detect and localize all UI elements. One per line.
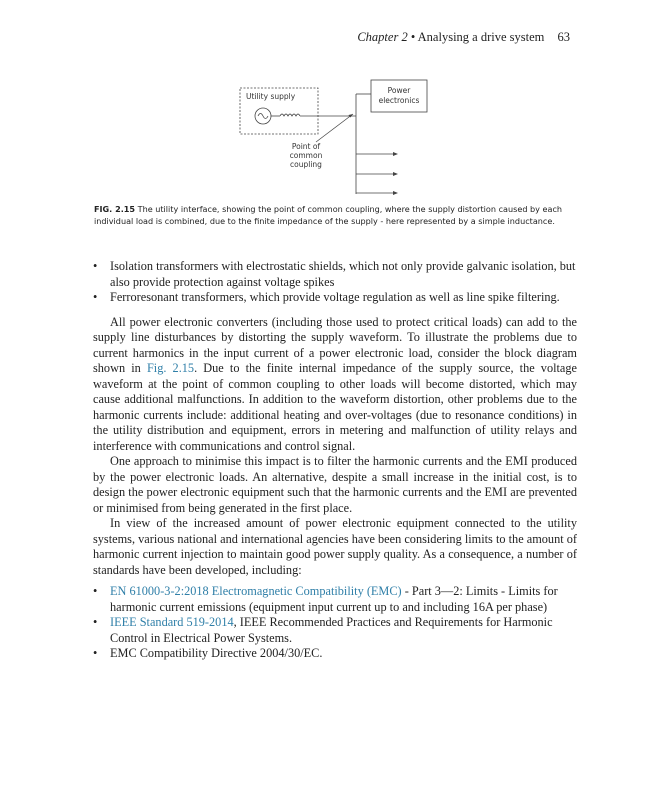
power-electronics-label-line1: Power	[387, 86, 411, 95]
pcc-label-line2: common	[289, 151, 323, 160]
load-arrow-2	[393, 172, 398, 176]
chapter-label: Chapter 2	[357, 30, 408, 44]
standard-text: - Part 3—2: Limits - Limits for harmonic current emissions (equipment input current up to and including 16A per phase)	[110, 584, 558, 614]
list-item	[93, 584, 577, 615]
load-arrow-3	[393, 191, 398, 195]
sine-wave-icon	[258, 114, 268, 119]
paragraph-1-part2: . Due to the finite internal impedance of the supply source, the voltage waveform at the point of common coupling to other loads will become distorted, which may cause additional malfunctions. In addition to the waveform distortion, other problems due to the harmonic currents include: additional heating and over-voltages (due to resonance conditions) in the utility distribution and equipment, errors in metering and malfunction of utility relays and interference with communications and control signal.	[93, 361, 577, 453]
list-item	[93, 615, 577, 646]
list-item: • Isolation transformers with electrostatic shields, which not only provide galvanic isolation, but also provide protection against voltage spikes	[93, 259, 577, 290]
page-number: 63	[557, 30, 570, 44]
power-electronics-label-line2: electronics	[378, 96, 420, 105]
standard-text: , IEEE Recommended Practices and Requirements for Harmonic Control in Electrical Power Systems.	[110, 615, 553, 645]
inductor-symbol	[280, 114, 300, 116]
paragraph-3: In view of the increased amount of power electronic equipment connected to the utility systems, various national and international agencies have been considering limits to the amount of harmonic current injection to maintain good power supply quality. As a consequence, a number of standards have been developed, including:	[93, 516, 577, 577]
paragraph-1-part1: All power electronic converters (including those used to protect critical loads) can add to the supply line disturbances by distorting the supply waveform. To illustrate the problems due to current harmonics in the input current of a power electronic load, consider the block diagram shown in	[93, 314, 577, 375]
standard-link-en61000[interactable]: EN 61000-3-2:2018 Electromagnetic Compatibility (EMC)	[110, 584, 402, 598]
header-separator: •	[410, 30, 416, 44]
bullet-list-standards	[93, 584, 577, 662]
paragraph-1	[93, 315, 577, 455]
bullet-list-protection	[93, 259, 577, 306]
chapter-title: Analysing a drive system	[417, 30, 545, 44]
figure-caption-text: The utility interface, showing the point of common coupling, where the supply distortion caused by each individual load is combined, due to the finite impedance of the supply - here represented by a simple inductance.	[94, 204, 563, 227]
figure-caption	[94, 203, 576, 227]
standard-link-ieee519[interactable]: IEEE Standard 519-2014	[110, 615, 234, 629]
list-item: • Ferroresonant transformers, which provide voltage regulation as well as line spike filtering.	[93, 290, 577, 306]
standard-text: EMC Compatibility Directive 2004/30/EC.	[110, 646, 323, 660]
figure-utility-interface	[228, 78, 434, 198]
figure-caption-label: FIG. 2.15	[94, 204, 136, 214]
utility-supply-label: Utility supply	[246, 92, 296, 101]
list-item	[93, 646, 577, 662]
figure-reference-link[interactable]: Fig. 2.15	[146, 361, 195, 375]
running-head	[357, 30, 570, 45]
body-text	[93, 259, 577, 662]
circuit-diagram	[228, 78, 434, 198]
pcc-label-line3: coupling	[290, 160, 322, 169]
load-arrow-1	[393, 152, 398, 156]
pcc-pointer-line	[316, 114, 353, 142]
pcc-label-line1: Point of	[291, 142, 321, 151]
paragraph-2: One approach to minimise this impact is to filter the harmonic currents and the EMI produced by the power electronic loads. An alternative, despite a small increase in the initial cost, is to design the power electronic equipment such that the harmonic currents and the EMI are prevented or minimised from being generated in the first place.	[93, 454, 577, 515]
